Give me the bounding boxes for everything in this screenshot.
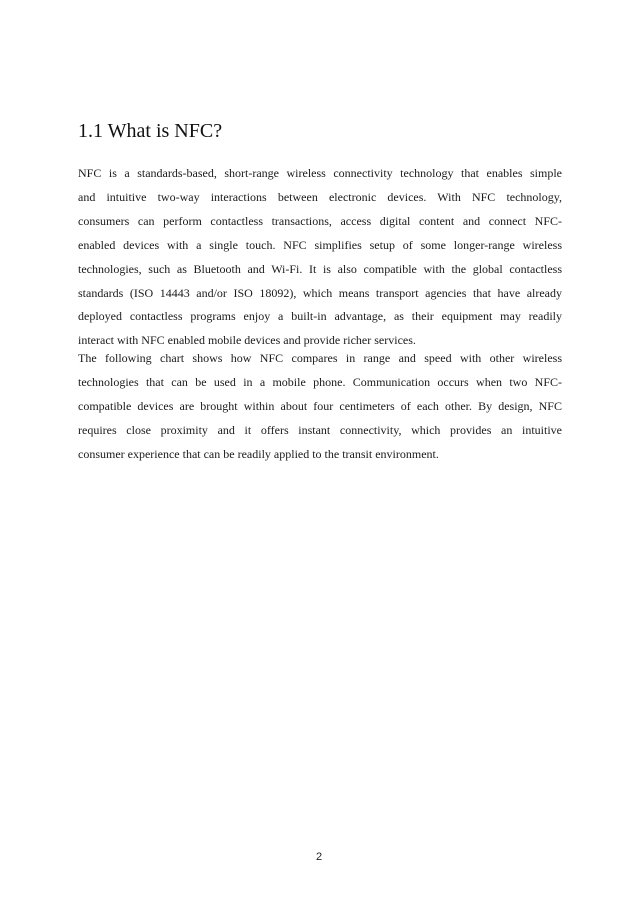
paragraph-line: consumer experience that can be readily applied to the transit environment. — [78, 446, 439, 461]
paragraph-nfc-comparison — [78, 347, 562, 467]
section-heading: 1.1 What is NFC? — [78, 120, 223, 142]
paragraph-line: The following chart shows how NFC compares in range and speed with other wireless — [78, 351, 562, 365]
paragraph-line: and intuitive two-way interactions between electronic devices. With NFC technology, — [78, 189, 562, 204]
paragraph-line: compatible devices are brought within about four centimeters of each other. By design, NFC — [78, 398, 562, 413]
paragraph-line: consumers can perform contactless transactions, access digital content and connect NFC- — [78, 213, 562, 228]
page-number: 2 — [315, 851, 323, 863]
paragraph-nfc-definition — [78, 162, 562, 353]
paragraph-line: interact with NFC enabled mobile devices and provide richer services. — [78, 333, 416, 348]
paragraph-line: requires close proximity and it offers instant connectivity, which provides an intuitive — [78, 422, 562, 437]
paragraph-line: NFC is a standards-based, short-range wireless connectivity technology that enables simple — [78, 166, 562, 180]
paragraph-line: technologies that can be used in a mobile phone. Communication occurs when two NFC- — [78, 374, 562, 389]
paragraph-line: technologies, such as Bluetooth and Wi-Fi. It is also compatible with the global contactless — [78, 261, 562, 276]
paragraph-line: standards (ISO 14443 and/or ISO 18092), which means transport agencies that have already — [78, 285, 562, 300]
paragraph-line: deployed contactless programs enjoy a built-in advantage, as their equipment may readily — [78, 309, 562, 324]
paragraph-line: enabled devices with a single touch. NFC simplifies setup of some longer-range wireless — [78, 237, 562, 252]
